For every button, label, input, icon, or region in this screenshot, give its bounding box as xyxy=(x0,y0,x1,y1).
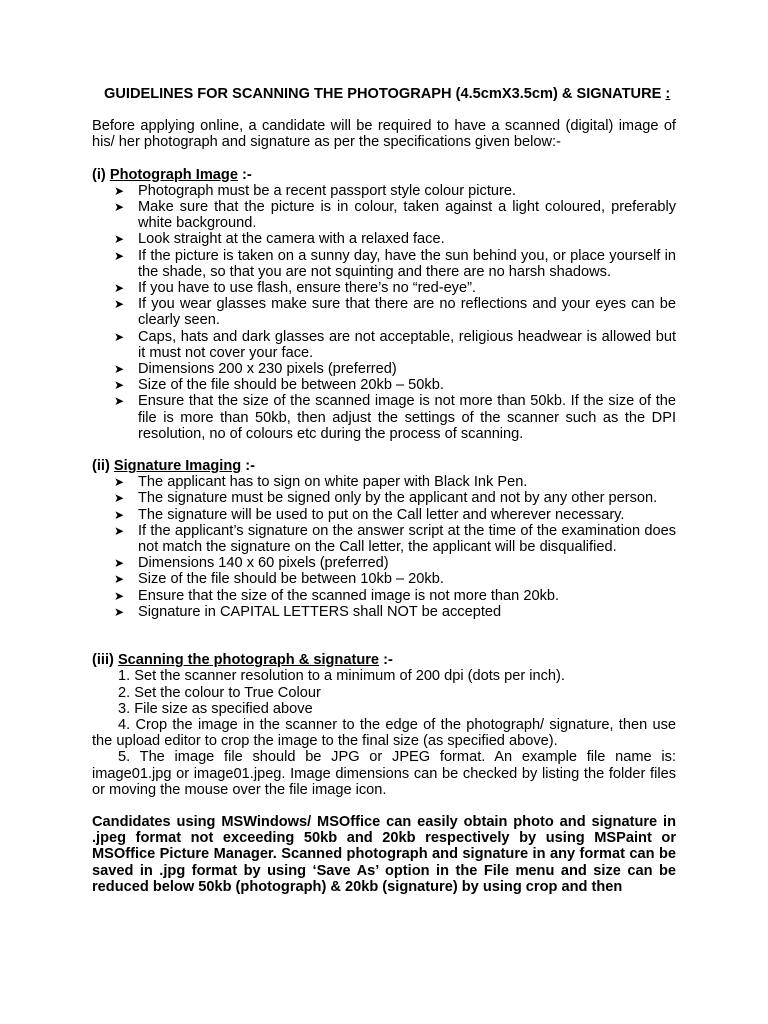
signature-section-title: Signature Imaging xyxy=(113,458,242,475)
list-item: 4. Crop the image in the scanner to the edge of the photograph/ signature, then use the upload editor to crop the image to the final size (as specified above). xyxy=(92,716,676,750)
signature-section-suffix: :- xyxy=(241,458,255,475)
list-item: ➤ Size of the file should be between 10kb – 20kb. xyxy=(114,571,444,588)
signature-section-heading xyxy=(92,458,676,474)
list-item: 3. File size as specified above xyxy=(118,700,313,717)
intro-paragraph: Before applying online, a candidate will be required to have a scanned (digital) image of his/ her photograph and signature as per the specifications given below:- xyxy=(92,118,676,151)
list-item: 2. Set the colour to True Colour xyxy=(118,684,321,701)
arrow-bullet-icon: ➤ xyxy=(114,232,125,247)
list-item: ➤ If you have to use flash, ensure there’s no “red-eye”. xyxy=(114,280,477,297)
arrow-bullet-icon: ➤ xyxy=(114,475,125,490)
list-item: ➤ If the applicant’s signature on the answer script at the time of the examination does not match the signature on the Call letter, the applicant will be disqualified. xyxy=(114,522,676,556)
photo-section-title: Photograph Image xyxy=(109,166,238,183)
arrow-bullet-icon: ➤ xyxy=(114,604,125,619)
list-item: ➤ If the picture is taken on a sunny day, have the sun behind you, or place yourself in the shade, so that you are not squinting and there are no harsh shadows. xyxy=(114,247,676,280)
list-item: ➤ The applicant has to sign on white paper with Black Ink Pen. xyxy=(114,474,528,491)
arrow-bullet-icon: ➤ xyxy=(114,491,125,506)
scanning-steps-list xyxy=(92,668,676,798)
list-item: ➤ Dimensions 140 x 60 pixels (preferred) xyxy=(114,555,389,572)
arrow-bullet-icon: ➤ xyxy=(114,297,125,312)
msoffice-note: Candidates using MSWindows/ MSOffice can easily obtain photo and signature in .jpeg format not exceeding 50kb and 20kb respectively by using MSPaint or MSOffice Picture Manager. Scanned photograph and signature in any format can be saved in .jpg format by using ‘Save As’ option in the File menu and size can be reduced below 50kb (photograph) & 20kb (signature) by using crop and then xyxy=(92,813,676,895)
list-item: ➤ Caps, hats and dark glasses are not acceptable, religious headwear is allowed but it must not cover your face. xyxy=(114,328,676,361)
list-item: ➤ The signature will be used to put on the Call letter and wherever necessary. xyxy=(114,506,625,523)
list-item: ➤ Dimensions 200 x 230 pixels (preferred) xyxy=(114,361,397,378)
photo-guidelines-list xyxy=(92,183,676,442)
list-item: ➤ Photograph must be a recent passport style colour picture. xyxy=(114,182,517,199)
document-title xyxy=(92,86,676,102)
list-item: 5. The image file should be JPG or JPEG format. An example file name is: image01.jpg or image01.jpeg. Image dimensions can be checked by listing the folder files or moving the mouse over the file image icon. xyxy=(92,749,676,798)
arrow-bullet-icon: ➤ xyxy=(114,200,125,215)
arrow-bullet-icon: ➤ xyxy=(114,248,125,263)
scanning-section-suffix: :- xyxy=(379,652,393,669)
photo-section-suffix: :- xyxy=(237,166,252,183)
arrow-bullet-icon: ➤ xyxy=(114,556,125,571)
list-item: ➤ The signature must be signed only by the applicant and not by any other person. xyxy=(114,490,658,507)
scanning-section-heading xyxy=(92,652,676,668)
arrow-bullet-icon: ➤ xyxy=(114,378,125,393)
list-item: ➤ Size of the file should be between 20kb – 50kb. xyxy=(114,377,444,394)
arrow-bullet-icon: ➤ xyxy=(114,183,125,198)
scanning-section-prefix: (iii) xyxy=(92,652,118,669)
arrow-bullet-icon: ➤ xyxy=(114,588,125,603)
arrow-bullet-icon: ➤ xyxy=(114,362,125,377)
arrow-bullet-icon: ➤ xyxy=(114,572,125,587)
arrow-bullet-icon: ➤ xyxy=(114,523,125,538)
signature-guidelines-list xyxy=(92,474,676,620)
scanning-section-title: Scanning the photograph & signature xyxy=(117,652,380,669)
arrow-bullet-icon: ➤ xyxy=(114,329,125,344)
document-page xyxy=(92,86,676,895)
title-tail: : xyxy=(665,86,671,102)
list-item: ➤ If you wear glasses make sure that there are no reflections and your eyes can be clearly seen. xyxy=(114,296,676,329)
photo-section-heading xyxy=(92,167,676,183)
list-item: ➤ Ensure that the size of the scanned image is not more than 20kb. xyxy=(114,587,560,604)
list-item: ➤ Ensure that the size of the scanned image is not more than 50kb. If the size of the file is more than 50kb, then adjust the settings of the scanner such as the DPI resolution, no of colours etc during the process of scanning. xyxy=(114,393,676,442)
title-main: GUIDELINES FOR SCANNING THE PHOTOGRAPH (4.5cmX3.5cm) & SIGNATURE xyxy=(104,86,662,102)
arrow-bullet-icon: ➤ xyxy=(114,507,125,522)
list-item: 1. Set the scanner resolution to a minimum of 200 dpi (dots per inch). xyxy=(118,668,565,685)
list-item: ➤ Look straight at the camera with a relaxed face. xyxy=(114,231,445,248)
arrow-bullet-icon: ➤ xyxy=(114,394,125,409)
signature-section-prefix: (ii) xyxy=(92,458,114,475)
arrow-bullet-icon: ➤ xyxy=(114,281,125,296)
list-item: ➤ Signature in CAPITAL LETTERS shall NOT be accepted xyxy=(114,603,502,620)
list-item: ➤ Make sure that the picture is in colour, taken against a light coloured, preferably white background. xyxy=(114,199,676,232)
photo-section-prefix: (i) xyxy=(92,166,110,183)
